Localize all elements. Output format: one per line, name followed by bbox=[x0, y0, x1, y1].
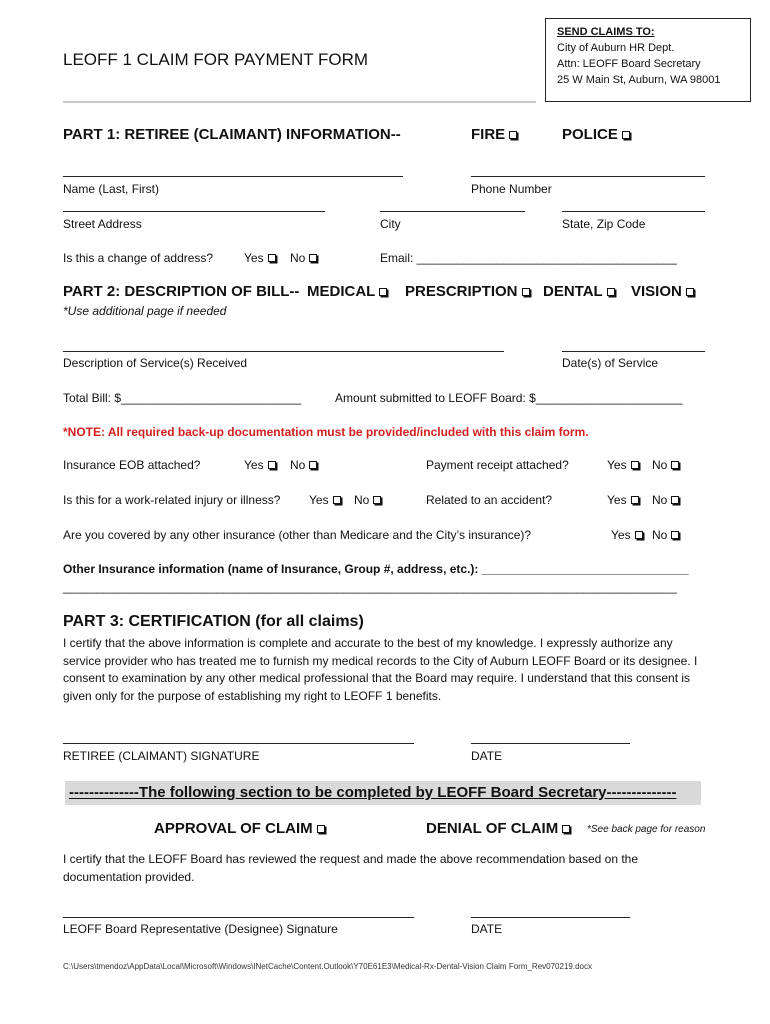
retiree-date-field[interactable] bbox=[471, 743, 630, 744]
no-label: No bbox=[652, 528, 668, 542]
phone-field[interactable] bbox=[471, 176, 705, 177]
retiree-date-label: DATE bbox=[471, 749, 503, 763]
prescription-checkbox[interactable] bbox=[522, 288, 530, 296]
rep-signature-label: LEOFF Board Representative (Designee) Signature bbox=[63, 922, 338, 936]
denial-option[interactable] bbox=[426, 820, 570, 837]
receipt-yes[interactable] bbox=[607, 458, 639, 472]
receipt-question: Payment receipt attached? bbox=[426, 458, 569, 472]
work-related-question: Is this for a work-related injury or illness? bbox=[63, 493, 281, 507]
approval-checkbox[interactable] bbox=[317, 825, 325, 833]
backup-note: *NOTE: All required back-up documentation must be provided/included with this claim form. bbox=[63, 425, 589, 439]
retiree-signature-label: RETIREE (CLAIMANT) SIGNATURE bbox=[63, 749, 260, 763]
no-checkbox[interactable] bbox=[671, 496, 679, 504]
prescription-option[interactable] bbox=[405, 283, 530, 300]
police-option[interactable] bbox=[562, 126, 630, 143]
name-label: Name (Last, First) bbox=[63, 182, 160, 196]
other-insurance-info-field[interactable]: Other Insurance information (name of Insurance, Group #, address, etc.): _______________________________ bbox=[63, 562, 689, 576]
medical-label: MEDICAL bbox=[307, 283, 376, 300]
other-insurance-yes[interactable] bbox=[611, 528, 643, 542]
eob-yes[interactable] bbox=[244, 458, 276, 472]
vision-checkbox[interactable] bbox=[686, 288, 694, 296]
receipt-no[interactable] bbox=[652, 458, 679, 472]
amount-submitted-field[interactable]: Amount submitted to LEOFF Board: $______________________ bbox=[335, 391, 683, 405]
no-checkbox[interactable] bbox=[671, 461, 679, 469]
dates-label: Date(s) of Service bbox=[562, 356, 659, 370]
send-claims-line3: 25 W Main St, Auburn, WA 98001 bbox=[557, 74, 721, 86]
no-label: No bbox=[652, 458, 668, 472]
rep-date-field[interactable] bbox=[471, 917, 630, 918]
other-insurance-question: Are you covered by any other insurance (other than Medicare and the City’s insurance)? bbox=[63, 528, 532, 542]
state-zip-label: State, Zip Code bbox=[562, 217, 646, 231]
file-path-footer: C:\Users\tmendoz\AppData\Local\Microsoft\Windows\INetCache\Content.Outlook\Y70E61E3\Medical-Rx-Dental-Vision Claim Form_Rev070219.docx bbox=[63, 962, 592, 971]
state-zip-field[interactable] bbox=[562, 211, 705, 212]
no-label: No bbox=[290, 458, 306, 472]
see-back-note: *See back page for reason bbox=[587, 824, 706, 835]
other-insurance-no[interactable] bbox=[652, 528, 679, 542]
email-field[interactable]: Email: _______________________________________ bbox=[380, 251, 677, 265]
vision-option[interactable] bbox=[631, 283, 694, 300]
accident-yes[interactable] bbox=[607, 493, 639, 507]
yes-label: Yes bbox=[607, 458, 627, 472]
city-label: City bbox=[380, 217, 401, 231]
secretary-banner-text: --------------The following section to be completed by LEOFF Board Secretary-------------- bbox=[69, 784, 677, 801]
dates-field[interactable] bbox=[562, 351, 705, 352]
no-label: No bbox=[290, 251, 306, 265]
name-field[interactable] bbox=[63, 176, 403, 177]
accident-question: Related to an accident? bbox=[426, 493, 553, 507]
part2-heading: PART 2: DESCRIPTION OF BILL-- bbox=[63, 283, 300, 300]
yes-checkbox[interactable] bbox=[631, 461, 639, 469]
dental-label: DENTAL bbox=[543, 283, 603, 300]
total-bill-field[interactable]: Total Bill: $___________________________ bbox=[63, 391, 302, 405]
medical-checkbox[interactable] bbox=[379, 288, 387, 296]
title-rule bbox=[63, 101, 536, 103]
dental-checkbox[interactable] bbox=[607, 288, 615, 296]
yes-checkbox[interactable] bbox=[268, 254, 276, 262]
accident-no[interactable] bbox=[652, 493, 679, 507]
rep-signature-field[interactable] bbox=[63, 917, 414, 918]
fire-option[interactable] bbox=[471, 126, 517, 143]
change-address-yes[interactable] bbox=[244, 251, 276, 265]
change-address-no[interactable] bbox=[290, 251, 317, 265]
part1-heading: PART 1: RETIREE (CLAIMANT) INFORMATION-- bbox=[63, 126, 401, 143]
approval-option[interactable] bbox=[154, 820, 325, 837]
send-claims-line1: City of Auburn HR Dept. bbox=[557, 42, 675, 54]
send-claims-line2: Attn: LEOFF Board Secretary bbox=[557, 58, 701, 70]
approval-label: APPROVAL OF CLAIM bbox=[154, 820, 313, 837]
phone-label: Phone Number bbox=[471, 182, 552, 196]
medical-option[interactable] bbox=[307, 283, 387, 300]
yes-label: Yes bbox=[611, 528, 631, 542]
no-checkbox[interactable] bbox=[671, 531, 679, 539]
no-checkbox[interactable] bbox=[373, 496, 381, 504]
rep-date-label: DATE bbox=[471, 922, 503, 936]
no-checkbox[interactable] bbox=[309, 254, 317, 262]
board-certification-paragraph: I certify that the LEOFF Board has reviewed the request and made the above recommendation based on the documentation provided. bbox=[63, 852, 639, 884]
other-insurance-info-line[interactable]: ____________________________________________________________________________________________ bbox=[63, 580, 677, 594]
vision-label: VISION bbox=[631, 283, 682, 300]
police-label: POLICE bbox=[562, 126, 618, 143]
yes-label: Yes bbox=[309, 493, 329, 507]
send-claims-heading: SEND CLAIMS TO: bbox=[557, 26, 655, 38]
description-field[interactable] bbox=[63, 351, 504, 352]
prescription-label: PRESCRIPTION bbox=[405, 283, 518, 300]
additional-page-note: *Use additional page if needed bbox=[63, 304, 227, 318]
description-label: Description of Service(s) Received bbox=[63, 356, 248, 370]
yes-checkbox[interactable] bbox=[631, 496, 639, 504]
work-related-yes[interactable] bbox=[309, 493, 341, 507]
street-field[interactable] bbox=[63, 211, 325, 212]
fire-label: FIRE bbox=[471, 126, 506, 143]
part3-heading: PART 3: CERTIFICATION (for all claims) bbox=[63, 613, 364, 630]
yes-checkbox[interactable] bbox=[333, 496, 341, 504]
yes-checkbox[interactable] bbox=[268, 461, 276, 469]
form-title: LEOFF 1 CLAIM FOR PAYMENT FORM bbox=[63, 50, 369, 69]
fire-checkbox[interactable] bbox=[509, 131, 517, 139]
yes-label: Yes bbox=[244, 251, 264, 265]
work-related-no[interactable] bbox=[354, 493, 381, 507]
dental-option[interactable] bbox=[543, 283, 615, 300]
no-label: No bbox=[652, 493, 668, 507]
eob-no[interactable] bbox=[290, 458, 317, 472]
yes-label: Yes bbox=[607, 493, 627, 507]
send-claims-box bbox=[545, 18, 751, 102]
retiree-signature-field[interactable] bbox=[63, 743, 414, 744]
police-checkbox[interactable] bbox=[622, 131, 630, 139]
certification-paragraph: I certify that the above information is complete and accurate to the best of my knowledge. I expressly authorize any service provider who has treated me to furnish my medical records to the City of Auburn LEOFF Board or its designee. I consent to examination by any other medical professional that the Board may require. I understand that this consent is given only for the purpose of establishing my right to LEOFF 1 benefits. bbox=[63, 636, 698, 703]
city-field[interactable] bbox=[380, 211, 525, 212]
yes-checkbox[interactable] bbox=[635, 531, 643, 539]
change-address-question: Is this a change of address? bbox=[63, 251, 214, 265]
denial-checkbox[interactable] bbox=[562, 825, 570, 833]
secretary-banner bbox=[65, 781, 701, 805]
no-label: No bbox=[354, 493, 370, 507]
eob-question: Insurance EOB attached? bbox=[63, 458, 201, 472]
no-checkbox[interactable] bbox=[309, 461, 317, 469]
street-label: Street Address bbox=[63, 217, 142, 231]
yes-label: Yes bbox=[244, 458, 264, 472]
denial-label: DENIAL OF CLAIM bbox=[426, 820, 559, 837]
